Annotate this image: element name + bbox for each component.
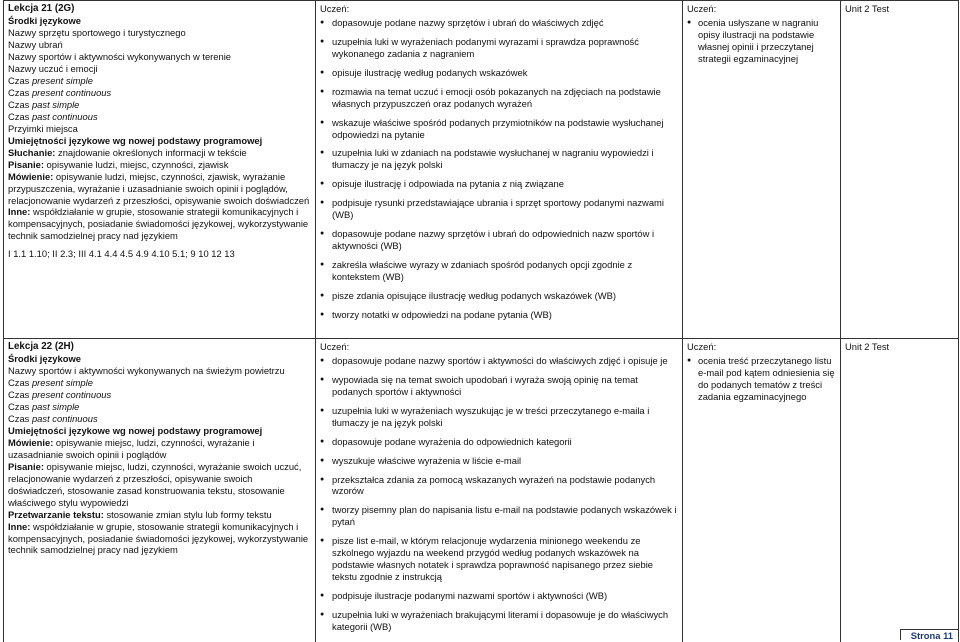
assessment-list	[687, 17, 836, 65]
outcome-item: ● uzupełnia luki w wyrażeniach brakującymi literami i dopasowuje je do właściwych kategorii (WB)	[320, 609, 678, 633]
content-line	[8, 509, 311, 521]
skill-label: Inne:	[8, 520, 31, 532]
skill-description: znajdowanie określonych informacji w tekście	[55, 146, 247, 158]
skill-label: Inne:	[8, 206, 31, 218]
skill-label: Pisanie:	[8, 460, 44, 472]
outcomes-label: Uczeń:	[320, 3, 350, 14]
section-heading: Środki językowe	[8, 353, 81, 365]
language-content	[8, 15, 311, 260]
page-number: Strona 11	[900, 629, 958, 640]
lesson-row	[4, 339, 959, 642]
lesson-row	[4, 1, 959, 339]
skill-description: współdziałanie w grupie, stosowanie strategii komunikacyjnych i kompensacyjnych, posiadanie świadomości językowej, wykorzystywanie technik samodzielnej pracy nad językiem	[8, 520, 309, 556]
skill-description: opisywanie ludzi, miejsc, czynności, zjawisk	[43, 158, 229, 170]
content-cell	[4, 1, 316, 339]
assessment-label: Uczeń:	[687, 341, 717, 352]
lesson-plan-table	[3, 0, 959, 642]
content-cell	[4, 339, 316, 642]
content-line: Nazwy uczuć i emocji	[8, 63, 98, 75]
unit-cell	[841, 1, 959, 339]
outcomes-label: Uczeń:	[320, 341, 350, 352]
skill-label: Przetwarzanie tekstu:	[8, 508, 104, 520]
content-line: Czas past continuous	[8, 413, 98, 425]
content-line	[8, 437, 311, 461]
content-line: Czas present simple	[8, 377, 93, 389]
content-line: Nazwy sportów i aktywności wykonywanych w terenie	[8, 51, 231, 63]
section-heading: Umiejętności językowe wg nowej podstawy programowej	[8, 134, 263, 146]
outcome-item: ● pisze zdania opisujące ilustrację według podanych wskazówek (WB)	[320, 290, 678, 302]
content-line	[8, 206, 311, 242]
content-line: Nazwy sprzętu sportowego i turystycznego	[8, 27, 186, 39]
content-line: Nazwy sportów i aktywności wykonywanych na świeżym powietrzu	[8, 365, 285, 377]
assessment-cell	[683, 339, 841, 642]
outcome-item: ● uzupełnia luki w wyrażeniach wyszukując je w treści przeczytanego e-maila i tłumaczy je na język polski	[320, 405, 678, 429]
skill-description: współdziałanie w grupie, stosowanie strategii komunikacyjnych i kompensacyjnych, posiadanie świadomości językowej, wykorzystywanie technik samodzielnej pracy nad językiem	[8, 206, 309, 242]
outcome-item: ● dopasowuje podane nazwy sprzętów i ubrań do odpowiednich nazw sportów i aktywności (WB)	[320, 228, 678, 252]
skill-label: Pisanie:	[8, 158, 44, 170]
outcome-item: ● wypowiada się na temat swoich upodobań i wyraża swoją opinię na temat podanych sportów i aktywności	[320, 374, 678, 398]
unit-test-label: Unit 2 Test	[845, 3, 890, 14]
outcome-item: ● podpisuje rysunki przedstawiające ubrania i sprzęt sportowy podanymi nazwami (WB)	[320, 197, 678, 221]
assessment-label: Uczeń:	[687, 3, 717, 14]
skill-description: opisywanie ludzi, miejsc, czynności, zjawisk, wyrażanie przypuszczenia, wyrażanie i uzasadnianie swoich opinii i poglądów, relacjonowanie wydarzeń z przeszłości, opisywanie swoich doświadczeń	[8, 170, 310, 206]
content-line	[8, 521, 311, 557]
skill-description: opisywanie miejsc, ludzi, czynności, wyrażanie i uzasadnianie swoich opinii i poglądów	[8, 437, 255, 460]
skill-description: opisywanie miejsc, ludzi, czynności, wyrażanie swoich uczuć, relacjonowanie wydarzeń z przeszłości, opisywanie swoich doświadczeń, stosowanie zasad konstruowania tekstu, stosowanie właściwego stylu wypowiedzi	[8, 460, 302, 508]
outcome-item: ● przekształca zdania za pomocą wskazanych wyrażeń na podstawie podanych wzorów	[320, 474, 678, 498]
skill-label: Mówienie:	[8, 437, 54, 448]
assessment-item: ● ocenia treść przeczytanego listu e-mail pod kątem odniesienia się do podanych tematów z treści zadania egzaminacyjnego	[687, 355, 836, 403]
outcomes-list	[320, 355, 678, 633]
content-line: Czas past continuous	[8, 110, 98, 122]
outcome-item: ● dopasowuje podane nazwy sportów i aktywności do właściwych zdjęć i opisuje je	[320, 355, 678, 367]
language-content	[8, 353, 311, 556]
unit-cell	[841, 339, 959, 642]
outcome-item: ● podpisuje ilustracje podanymi nazwami sportów i aktywności (WB)	[320, 590, 678, 602]
outcome-item: ● dopasowuje podane wyrażenia do odpowiednich kategorii	[320, 436, 678, 448]
assessment-list	[687, 355, 836, 403]
outcome-item: ● wyszukuje właściwe wyrażenia w liście e-mail	[320, 455, 678, 467]
section-heading: Środki językowe	[8, 15, 81, 27]
outcome-item: ● opisuje ilustrację i odpowiada na pytania z nią związane	[320, 178, 678, 190]
outcome-item: ● tworzy notatki w odpowiedzi na podane pytania (WB)	[320, 309, 678, 321]
skill-description: stosowanie zmian stylu lub formy tekstu	[103, 508, 272, 520]
content-line: Czas past simple	[8, 99, 80, 110]
curriculum-codes: I 1.1 1.10; II 2.3; III 4.1 4.4 4.5 4.9 4.10 5.1; 9 10 12 13	[8, 248, 235, 260]
lesson-title: Lekcja 22 (2H)	[8, 341, 74, 352]
content-line	[8, 171, 311, 207]
section-heading: Umiejętności językowe wg nowej podstawy programowej	[8, 425, 263, 437]
content-line: Czas present continuous	[8, 87, 112, 99]
content-line: Nazwy ubrań	[8, 39, 63, 51]
content-line	[8, 461, 311, 509]
outcome-item: ● rozmawia na temat uczuć i emocji osób pokazanych na zdjęciach na podstawie własnych przypuszczeń oraz podanych wyrażeń	[320, 86, 678, 110]
outcome-item: ● uzupełnia luki w wyrażeniach podanymi wyrazami i sprawdza poprawność wykonanego zadania z nagraniem	[320, 36, 678, 60]
content-line	[8, 159, 311, 171]
outcome-item: ● pisze list e-mail, w którym relacjonuje wydarzenia minionego weekendu ze szkolnego wyjazdu na weekend przygód według podanych wskazówek na podstawie własnych notatek i sprawdza poprawność napisanego przez siebie tekstu zgodnie z instrukcją	[320, 535, 678, 583]
outcome-item: ● wskazuje właściwe spośród podanych przymiotników na podstawie wysłuchanej odpowiedzi na pytanie	[320, 117, 678, 141]
lesson-title: Lekcja 21 (2G)	[8, 3, 75, 14]
outcome-item: ● uzupełnia luki w zdaniach na podstawie wysłuchanej w nagraniu wypowiedzi i tłumaczy je na język polski	[320, 147, 678, 171]
content-line: Czas past simple	[8, 401, 80, 413]
outcome-item: ● opisuje ilustrację według podanych wskazówek	[320, 67, 678, 79]
content-line: Czas present simple	[8, 75, 93, 87]
outcome-item: ● zakreśla właściwe wyrazy w zdaniach spośród podanych opcji zgodnie z kontekstem (WB)	[320, 259, 678, 283]
outcomes-cell	[316, 339, 683, 642]
content-line: Czas present continuous	[8, 389, 112, 401]
outcomes-list	[320, 17, 678, 321]
skill-label: Mówienie:	[8, 170, 54, 182]
content-line: Przyimki miejsca	[8, 122, 78, 134]
assessment-cell	[683, 1, 841, 339]
outcome-item: ● dopasowuje podane nazwy sprzętów i ubrań do właściwych zdjęć	[320, 17, 678, 29]
assessment-item: ● ocenia usłyszane w nagraniu opisy ilustracji na podstawie własnej opinii i przeczytanej strategii egzaminacyjnej	[687, 17, 836, 65]
content-line	[8, 147, 311, 159]
outcome-item: ● tworzy pisemny plan do napisania listu e-mail na podstawie podanych wskazówek i pytań	[320, 504, 678, 528]
outcomes-cell	[316, 1, 683, 339]
skill-label: Słuchanie:	[8, 146, 56, 158]
unit-test-label: Unit 2 Test	[845, 341, 890, 352]
